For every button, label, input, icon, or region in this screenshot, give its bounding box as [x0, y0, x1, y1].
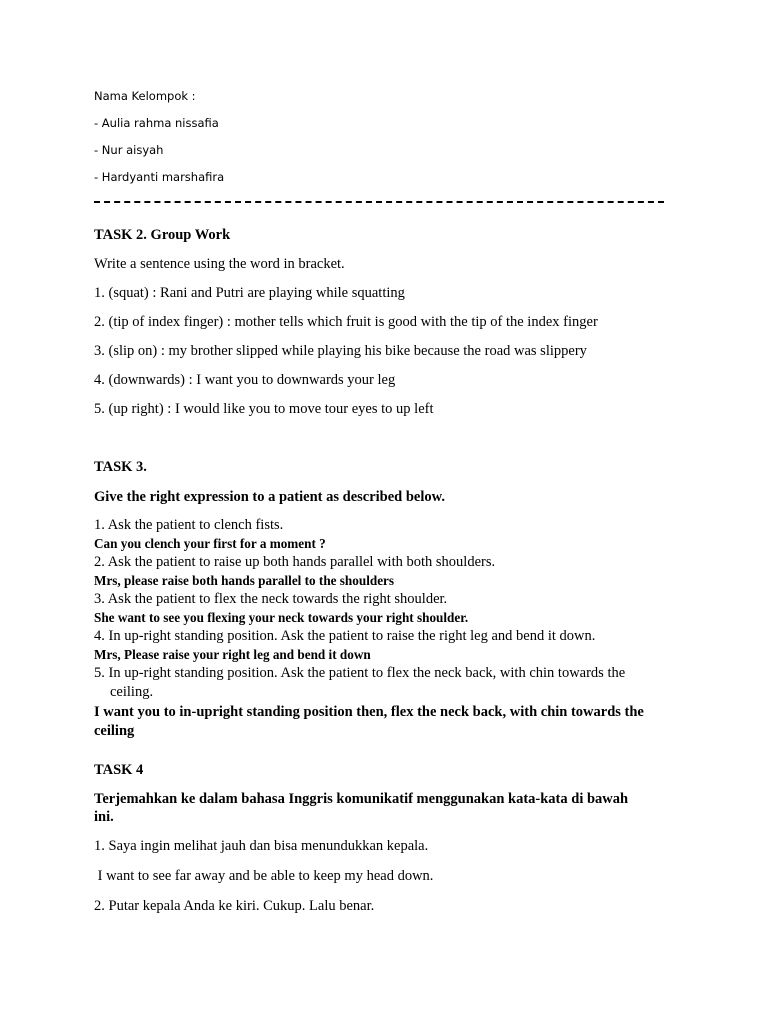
task2-item-1: 1. (squat) : Rani and Putri are playing while squatting: [94, 285, 405, 301]
task3-question-5-cont: ceiling.: [110, 684, 154, 700]
task3-question-1: 1. Ask the patient to clench fists.: [94, 517, 284, 533]
group-member-1: - Aulia rahma nissafia: [94, 116, 219, 130]
task3-answer-5-cont: ceiling: [94, 723, 135, 739]
task3-title: TASK 3.: [94, 459, 147, 475]
task3-answer-1: Can you clench your first for a moment ?: [94, 536, 326, 551]
task4-item-1: 1. Saya ingin melihat jauh dan bisa menundukkan kepala.: [94, 838, 429, 854]
task2-item-3: 3. (slip on) : my brother slipped while playing his bike because the road was slippery: [94, 343, 587, 359]
task2-item-2: 2. (tip of index finger) : mother tells which fruit is good with the tip of the index finger: [94, 314, 598, 330]
task2-item-4: 4. (downwards) : I want you to downwards your leg: [94, 372, 396, 388]
task4-item-2: I want to see far away and be able to keep my head down.: [94, 868, 434, 884]
task3-question-2: 2. Ask the patient to raise up both hands parallel with both shoulders.: [94, 554, 496, 570]
task3-question-3: 3. Ask the patient to flex the neck towards the right shoulder.: [94, 591, 448, 607]
task2-instruction: Write a sentence using the word in bracket.: [94, 256, 345, 272]
task2-title: TASK 2. Group Work: [94, 227, 231, 243]
dashed-divider: [94, 201, 664, 203]
task3-question-4: 4. In up-right standing position. Ask the patient to raise the right leg and bend it down.: [94, 628, 596, 644]
task3-answer-5: I want you to in-upright standing position then, flex the neck back, with chin towards the: [94, 704, 644, 720]
task4-item-3: 2. Putar kepala Anda ke kiri. Cukup. Lalu benar.: [94, 898, 375, 914]
task3-question-5: 5. In up-right standing position. Ask the patient to flex the neck back, with chin towards the: [94, 665, 626, 681]
task4-title: TASK 4: [94, 762, 144, 778]
task4-instruction-cont: ini.: [94, 809, 114, 825]
task4-instruction: Terjemahkan ke dalam bahasa Inggris komunikatif menggunakan kata-kata di bawah: [94, 791, 629, 807]
group-member-3: - Hardyanti marshafira: [94, 170, 225, 184]
task3-answer-4: Mrs, Please raise your right leg and bend it down: [94, 647, 371, 662]
task3-instruction: Give the right expression to a patient as described below.: [94, 489, 445, 505]
group-member-2: - Nur aisyah: [94, 143, 164, 157]
task3-answer-3: She want to see you flexing your neck towards your right shoulder.: [94, 610, 469, 625]
task3-answer-2: Mrs, please raise both hands parallel to the shoulders: [94, 573, 395, 588]
group-heading: Nama Kelompok :: [94, 89, 196, 103]
task2-item-5: 5. (up right) : I would like you to move tour eyes to up left: [94, 401, 434, 417]
